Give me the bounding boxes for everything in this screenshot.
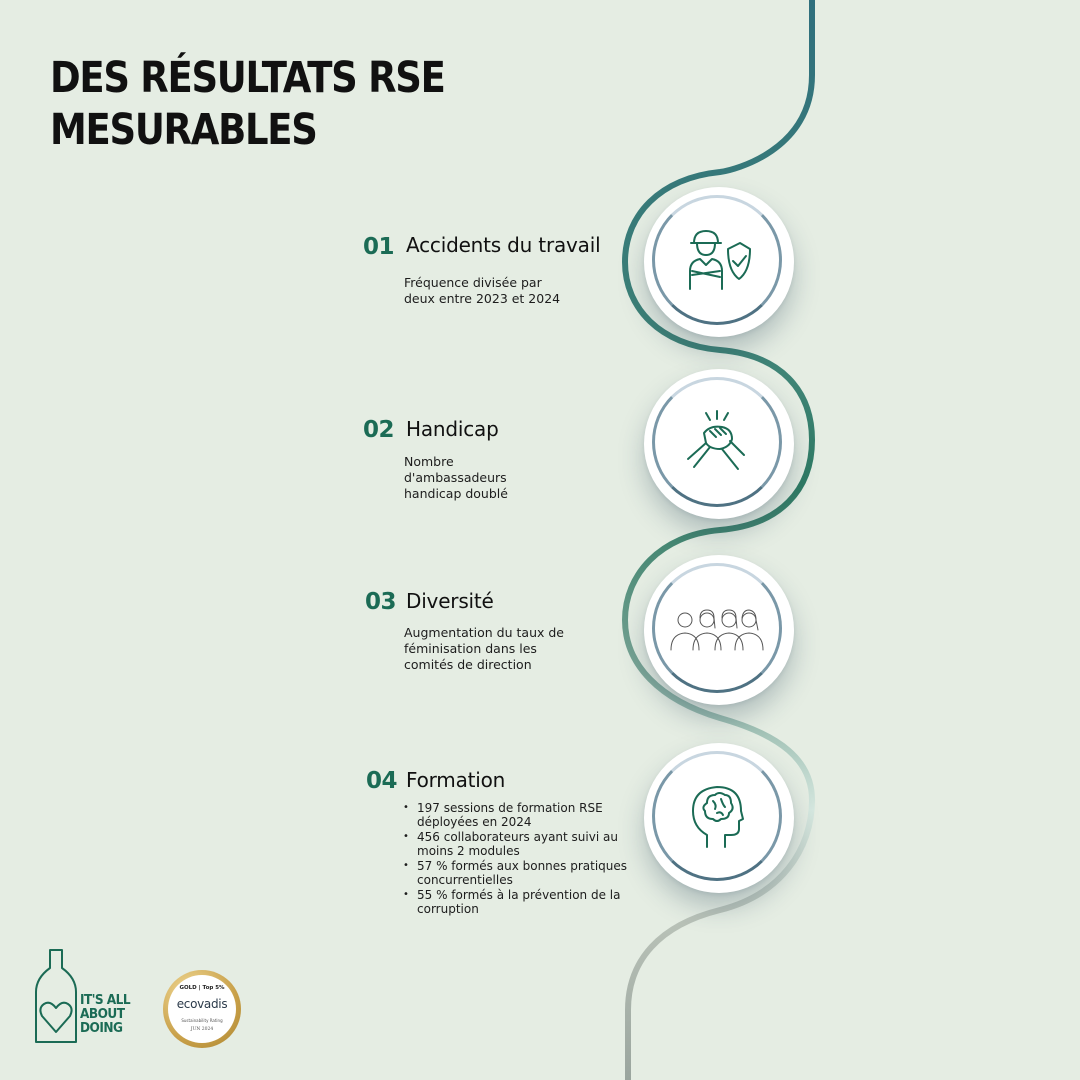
head-brain-icon [685,781,749,851]
clasped-hands-icon [682,407,752,477]
item-3-description: Augmentation du taux de féminisation dans les comités de direction [404,625,564,672]
item-3-number: 03 [365,589,397,615]
item-3-heading: Diversité [406,589,494,613]
item-3-circle [644,555,794,705]
list-item: • 57 % formés aux bonnes pratiques concurrentielles [403,859,628,887]
item-2-heading: Handicap [406,417,499,441]
badge-tier: GOLD | Top 5% [179,985,225,991]
list-item: • 55 % formés à la prévention de la corruption [403,888,628,916]
item-4-heading: Formation [406,768,506,792]
item-1-circle [644,187,794,337]
item-4-bullet-list [403,801,628,917]
item-4-circle [644,743,794,893]
badge-brand: ecovadis [176,997,228,1011]
item-2-description: Nombre d'ambassadeurs handicap doublé [404,454,508,501]
worker-shield-check-icon [682,225,752,295]
item-2-number: 02 [363,417,395,443]
item-1-description: Fréquence divisée par deux entre 2023 et 2024 [404,275,561,306]
badge-date: JUN 2024 [190,1027,214,1032]
item-1-heading: Accidents du travail [406,233,601,257]
item-2-circle [644,369,794,519]
ecovadis-badge [163,970,241,1048]
badge-rating: Sustainability Rating [181,1018,223,1023]
bottle-heart-icon [32,948,80,1051]
list-item: • 456 collaborateurs ayant suivi au moins 2 modules [403,830,628,858]
item-4-number: 04 [366,768,398,794]
list-item: • 197 sessions de formation RSE déployées en 2024 [403,801,628,829]
page-title: DES RÉSULTATS RSE MESURABLES [50,53,445,155]
people-group-icon [669,604,765,652]
item-1-number: 01 [363,234,395,260]
brand-logo-text: IT'S ALL ABOUT DOING [80,992,131,1036]
